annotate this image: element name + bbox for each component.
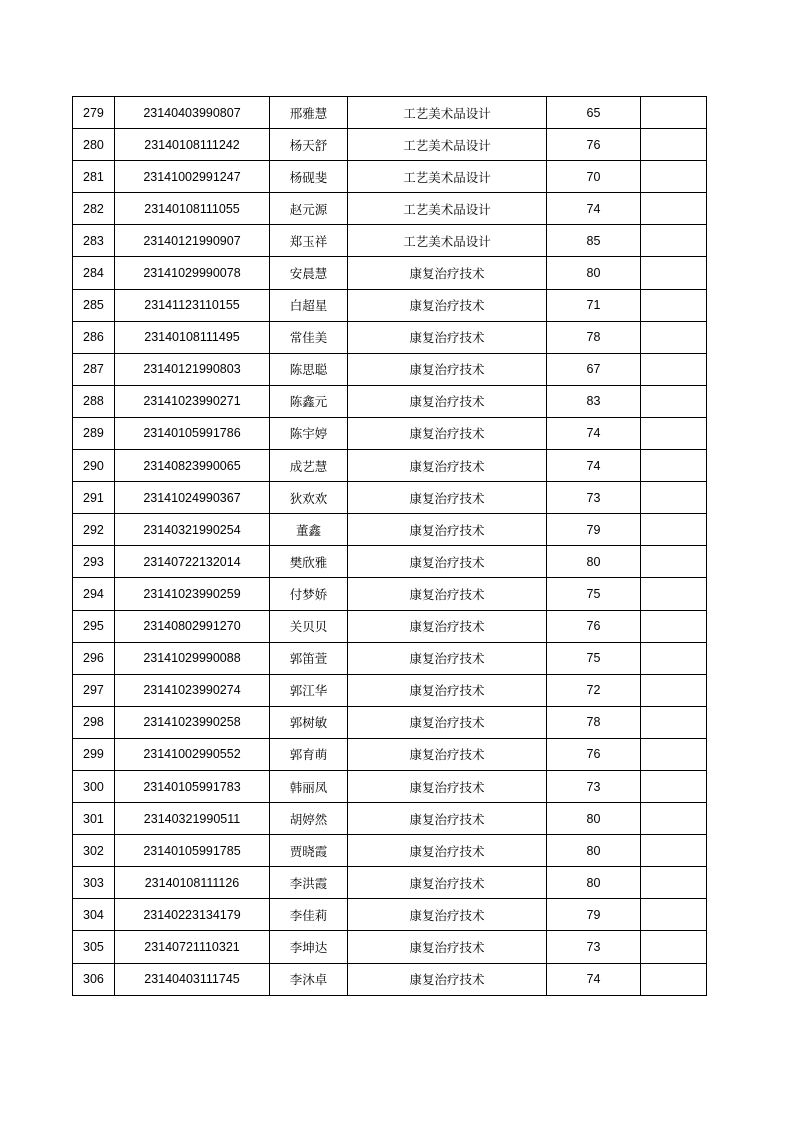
table-row [73, 899, 707, 931]
seq-cell: 304 [73, 899, 115, 931]
exam-id-cell: 23140321990511 [115, 803, 270, 835]
table-row [73, 450, 707, 482]
table-row [73, 289, 707, 321]
score-cell: 76 [547, 738, 641, 770]
seq-cell: 300 [73, 770, 115, 802]
score-cell: 74 [547, 193, 641, 225]
seq-cell: 287 [73, 353, 115, 385]
seq-cell: 288 [73, 385, 115, 417]
student-name-cell: 杨天舒 [270, 129, 348, 161]
major-cell: 康复治疗技术 [348, 963, 547, 995]
exam-id-cell: 23141123110155 [115, 289, 270, 321]
seq-cell: 290 [73, 450, 115, 482]
major-cell: 康复治疗技术 [348, 385, 547, 417]
exam-id-cell: 23140121990907 [115, 225, 270, 257]
note-cell [641, 931, 707, 963]
student-name-cell: 胡婷然 [270, 803, 348, 835]
seq-cell: 284 [73, 257, 115, 289]
score-cell: 73 [547, 482, 641, 514]
score-cell: 79 [547, 899, 641, 931]
seq-cell: 306 [73, 963, 115, 995]
exam-id-cell: 23140722132014 [115, 546, 270, 578]
table-row [73, 867, 707, 899]
score-cell: 83 [547, 385, 641, 417]
seq-cell: 294 [73, 578, 115, 610]
student-name-cell: 杨砚斐 [270, 161, 348, 193]
table-row [73, 385, 707, 417]
score-cell: 67 [547, 353, 641, 385]
score-cell: 80 [547, 803, 641, 835]
table-row [73, 610, 707, 642]
score-cell: 73 [547, 931, 641, 963]
exam-id-cell: 23140108111126 [115, 867, 270, 899]
note-cell [641, 770, 707, 802]
note-cell [641, 835, 707, 867]
seq-cell: 297 [73, 674, 115, 706]
major-cell: 康复治疗技术 [348, 514, 547, 546]
student-name-cell: 李洪霞 [270, 867, 348, 899]
score-cell: 75 [547, 578, 641, 610]
table-row [73, 161, 707, 193]
seq-cell: 296 [73, 642, 115, 674]
seq-cell: 295 [73, 610, 115, 642]
score-cell: 78 [547, 321, 641, 353]
major-cell: 康复治疗技术 [348, 289, 547, 321]
major-cell: 康复治疗技术 [348, 642, 547, 674]
major-cell: 康复治疗技术 [348, 674, 547, 706]
table-row [73, 642, 707, 674]
table-row [73, 546, 707, 578]
score-cell: 74 [547, 417, 641, 449]
major-cell: 康复治疗技术 [348, 450, 547, 482]
student-name-cell: 李坤达 [270, 931, 348, 963]
note-cell [641, 803, 707, 835]
student-name-cell: 邢雅慧 [270, 97, 348, 129]
major-cell: 工艺美术品设计 [348, 225, 547, 257]
student-name-cell: 陈宇婷 [270, 417, 348, 449]
table-row [73, 129, 707, 161]
exam-id-cell: 23140121990803 [115, 353, 270, 385]
table-row [73, 353, 707, 385]
major-cell: 工艺美术品设计 [348, 193, 547, 225]
student-name-cell: 陈鑫元 [270, 385, 348, 417]
seq-cell: 305 [73, 931, 115, 963]
student-name-cell: 关贝贝 [270, 610, 348, 642]
exam-id-cell: 23141023990258 [115, 706, 270, 738]
note-cell [641, 385, 707, 417]
note-cell [641, 482, 707, 514]
major-cell: 康复治疗技术 [348, 738, 547, 770]
exam-id-cell: 23140108111055 [115, 193, 270, 225]
student-name-cell: 贾晓霞 [270, 835, 348, 867]
student-name-cell: 郭树敏 [270, 706, 348, 738]
major-cell: 康复治疗技术 [348, 803, 547, 835]
student-name-cell: 常佳美 [270, 321, 348, 353]
seq-cell: 301 [73, 803, 115, 835]
exam-id-cell: 23141002991247 [115, 161, 270, 193]
note-cell [641, 321, 707, 353]
seq-cell: 286 [73, 321, 115, 353]
exam-id-cell: 23141023990274 [115, 674, 270, 706]
exam-id-cell: 23140105991786 [115, 417, 270, 449]
note-cell [641, 193, 707, 225]
score-cell: 76 [547, 129, 641, 161]
student-name-cell: 赵元源 [270, 193, 348, 225]
student-name-cell: 李佳莉 [270, 899, 348, 931]
exam-id-cell: 23141029990088 [115, 642, 270, 674]
student-name-cell: 李沐卓 [270, 963, 348, 995]
student-name-cell: 董鑫 [270, 514, 348, 546]
score-cell: 70 [547, 161, 641, 193]
major-cell: 康复治疗技术 [348, 578, 547, 610]
table-row [73, 803, 707, 835]
score-cell: 78 [547, 706, 641, 738]
major-cell: 康复治疗技术 [348, 770, 547, 802]
table-row [73, 770, 707, 802]
score-cell: 80 [547, 546, 641, 578]
seq-cell: 282 [73, 193, 115, 225]
major-cell: 康复治疗技术 [348, 931, 547, 963]
exam-id-cell: 23140223134179 [115, 899, 270, 931]
major-cell: 康复治疗技术 [348, 867, 547, 899]
table-row [73, 193, 707, 225]
note-cell [641, 514, 707, 546]
table-row [73, 225, 707, 257]
student-name-cell: 陈思聪 [270, 353, 348, 385]
seq-cell: 291 [73, 482, 115, 514]
table-row [73, 931, 707, 963]
note-cell [641, 225, 707, 257]
table-row [73, 578, 707, 610]
seq-cell: 298 [73, 706, 115, 738]
major-cell: 工艺美术品设计 [348, 97, 547, 129]
note-cell [641, 578, 707, 610]
table-row [73, 97, 707, 129]
student-name-cell: 郭育萌 [270, 738, 348, 770]
student-name-cell: 郑玉祥 [270, 225, 348, 257]
score-cell: 79 [547, 514, 641, 546]
score-cell: 74 [547, 963, 641, 995]
student-name-cell: 樊欣雅 [270, 546, 348, 578]
note-cell [641, 353, 707, 385]
major-cell: 康复治疗技术 [348, 835, 547, 867]
score-cell: 75 [547, 642, 641, 674]
table-row [73, 835, 707, 867]
note-cell [641, 642, 707, 674]
seq-cell: 289 [73, 417, 115, 449]
score-cell: 65 [547, 97, 641, 129]
exam-id-cell: 23140321990254 [115, 514, 270, 546]
major-cell: 康复治疗技术 [348, 706, 547, 738]
score-cell: 76 [547, 610, 641, 642]
major-cell: 康复治疗技术 [348, 899, 547, 931]
seq-cell: 279 [73, 97, 115, 129]
score-cell: 71 [547, 289, 641, 321]
exam-id-cell: 23140721110321 [115, 931, 270, 963]
seq-cell: 299 [73, 738, 115, 770]
exam-id-cell: 23141024990367 [115, 482, 270, 514]
note-cell [641, 674, 707, 706]
note-cell [641, 417, 707, 449]
note-cell [641, 97, 707, 129]
note-cell [641, 129, 707, 161]
seq-cell: 292 [73, 514, 115, 546]
seq-cell: 281 [73, 161, 115, 193]
exam-id-cell: 23140802991270 [115, 610, 270, 642]
seq-cell: 302 [73, 835, 115, 867]
score-cell: 80 [547, 867, 641, 899]
major-cell: 康复治疗技术 [348, 546, 547, 578]
major-cell: 工艺美术品设计 [348, 161, 547, 193]
note-cell [641, 546, 707, 578]
table-row [73, 706, 707, 738]
exam-id-cell: 23141023990271 [115, 385, 270, 417]
table-row [73, 514, 707, 546]
student-name-cell: 付梦娇 [270, 578, 348, 610]
score-table [72, 96, 707, 996]
note-cell [641, 257, 707, 289]
exam-id-cell: 23141023990259 [115, 578, 270, 610]
score-table-body [73, 97, 707, 996]
score-cell: 85 [547, 225, 641, 257]
note-cell [641, 450, 707, 482]
exam-id-cell: 23141002990552 [115, 738, 270, 770]
student-name-cell: 狄欢欢 [270, 482, 348, 514]
table-row [73, 738, 707, 770]
major-cell: 康复治疗技术 [348, 321, 547, 353]
exam-id-cell: 23140105991783 [115, 770, 270, 802]
seq-cell: 283 [73, 225, 115, 257]
note-cell [641, 963, 707, 995]
major-cell: 康复治疗技术 [348, 417, 547, 449]
major-cell: 工艺美术品设计 [348, 129, 547, 161]
student-name-cell: 白超星 [270, 289, 348, 321]
major-cell: 康复治疗技术 [348, 257, 547, 289]
table-row [73, 674, 707, 706]
exam-id-cell: 23140105991785 [115, 835, 270, 867]
note-cell [641, 738, 707, 770]
seq-cell: 285 [73, 289, 115, 321]
student-name-cell: 成艺慧 [270, 450, 348, 482]
note-cell [641, 899, 707, 931]
major-cell: 康复治疗技术 [348, 353, 547, 385]
major-cell: 康复治疗技术 [348, 610, 547, 642]
score-cell: 80 [547, 257, 641, 289]
table-row [73, 321, 707, 353]
note-cell [641, 867, 707, 899]
student-name-cell: 韩丽凤 [270, 770, 348, 802]
student-name-cell: 郭笛萱 [270, 642, 348, 674]
note-cell [641, 161, 707, 193]
major-cell: 康复治疗技术 [348, 482, 547, 514]
exam-id-cell: 23140403111745 [115, 963, 270, 995]
score-cell: 73 [547, 770, 641, 802]
seq-cell: 303 [73, 867, 115, 899]
note-cell [641, 706, 707, 738]
student-name-cell: 郭江华 [270, 674, 348, 706]
score-cell: 74 [547, 450, 641, 482]
score-cell: 80 [547, 835, 641, 867]
table-row [73, 963, 707, 995]
seq-cell: 293 [73, 546, 115, 578]
exam-id-cell: 23141029990078 [115, 257, 270, 289]
exam-id-cell: 23140108111495 [115, 321, 270, 353]
note-cell [641, 610, 707, 642]
table-row [73, 482, 707, 514]
table-row [73, 417, 707, 449]
exam-id-cell: 23140108111242 [115, 129, 270, 161]
exam-id-cell: 23140823990065 [115, 450, 270, 482]
score-cell: 72 [547, 674, 641, 706]
exam-id-cell: 23140403990807 [115, 97, 270, 129]
seq-cell: 280 [73, 129, 115, 161]
student-name-cell: 安晨慧 [270, 257, 348, 289]
table-row [73, 257, 707, 289]
note-cell [641, 289, 707, 321]
